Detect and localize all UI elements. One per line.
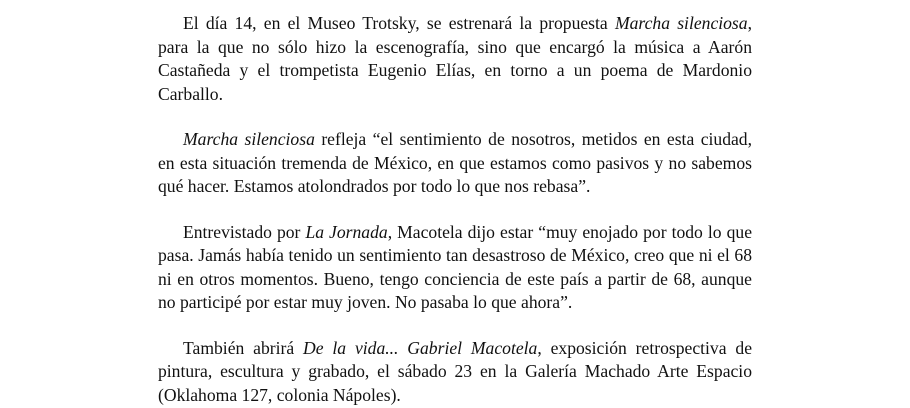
paragraph-text: , Macotela dijo estar “muy enojado por todo lo que pasa. Jamás había tenido un sentimiento tan desastroso de México, creo que ni el 68 ni en otros momentos. Bueno, tengo conciencia de este país a partir de 68, aunque no participé por estar muy joven. No pasaba lo que ahora”. — [158, 221, 753, 312]
article-body — [158, 12, 752, 407]
paragraph-text: El día 14, en el Museo Trotsky, se estrenará la propuesta — [183, 13, 615, 33]
exhibition-title: De la vida... Gabriel Macotela — [303, 337, 538, 358]
paragraph — [158, 221, 752, 315]
paragraph — [158, 337, 752, 408]
work-title: Marcha silenciosa — [183, 129, 315, 149]
paragraph — [158, 128, 752, 199]
paragraph-text: También abrirá — [183, 337, 304, 358]
paragraph-text: , para la que no sólo hizo la escenografía, sino que encargó la música a Aarón Castañeda y el trompetista Eugenio Elías, en torno a un poema de Mardonio Carballo. — [158, 13, 752, 104]
paragraph-text: Entrevistado por — [183, 221, 306, 242]
paragraph-text: , exposición retrospectiva de pintura, escultura y grabado, el sábado 23 en la Galería Machado Arte Espacio (Oklahoma 127, colonia Nápoles). — [158, 337, 753, 405]
paragraph — [158, 12, 752, 106]
publication-title: La Jornada — [305, 221, 388, 242]
work-title: Marcha silenciosa — [614, 13, 748, 33]
paragraph-text: refleja “el sentimiento de nosotros, metidos en esta ciudad, en esta situación tremenda de México, en que estamos como pasivos y no sabemos qué hacer. Estamos atolondrados por todo lo que nos rebasa”. — [158, 129, 752, 196]
